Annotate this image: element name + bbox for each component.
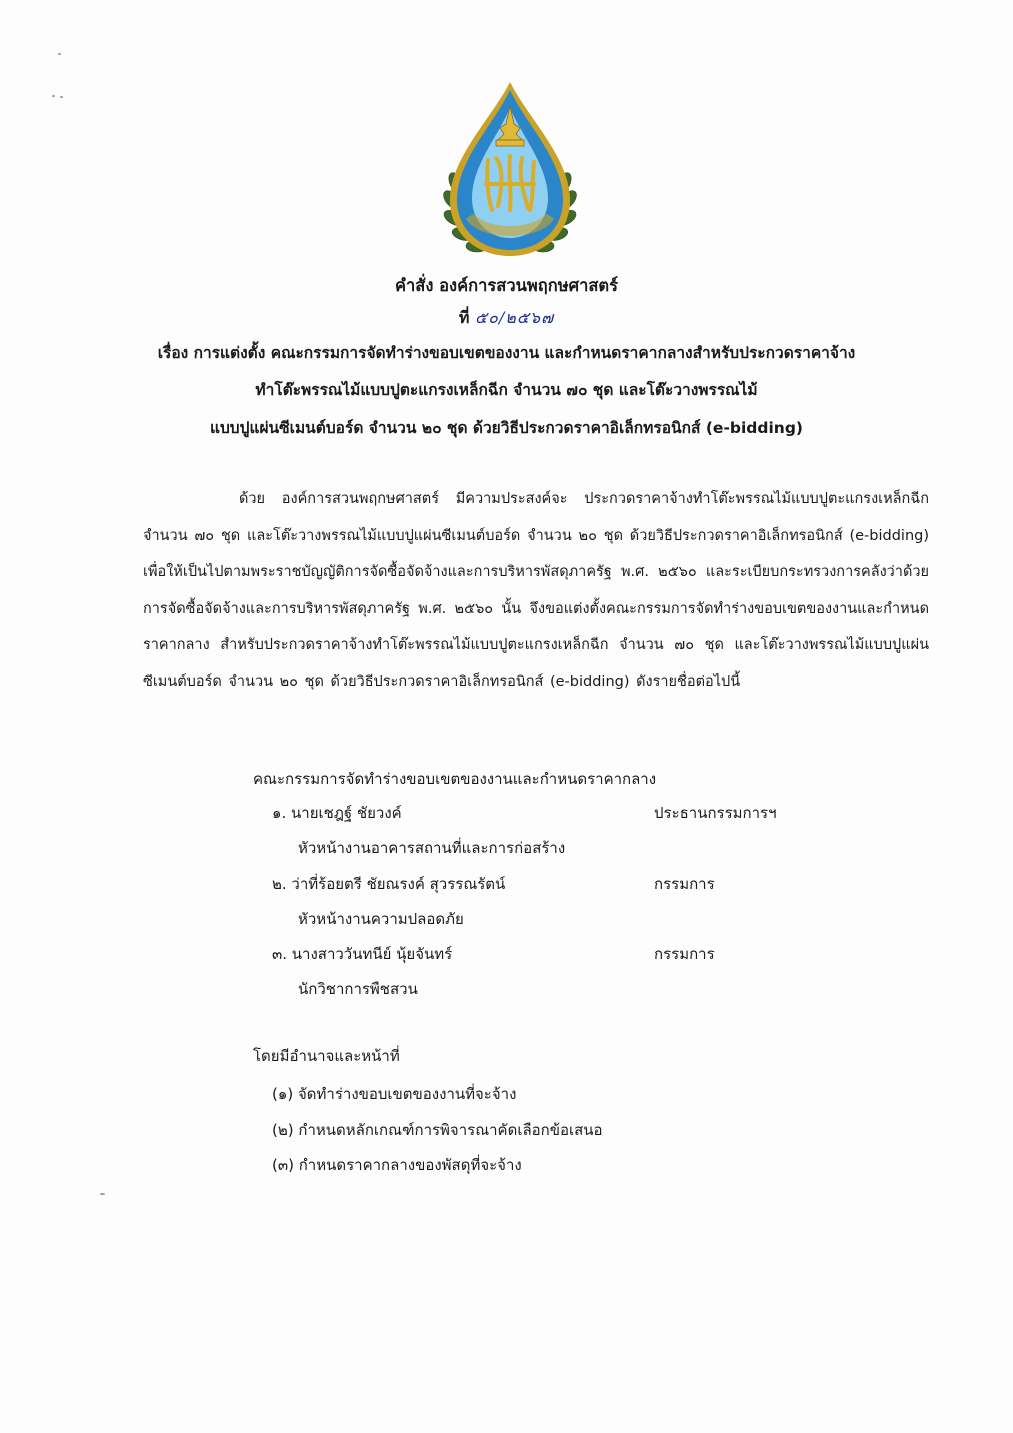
- member-role: กรรมการ: [654, 945, 715, 963]
- member-role: กรรมการ: [654, 875, 715, 893]
- organization-emblem: [430, 78, 590, 268]
- duties-title: โดยมีอำนาจและหน้าที่: [253, 1047, 400, 1065]
- scan-speck: [100, 1193, 105, 1195]
- scan-speck: [52, 95, 55, 97]
- scan-speck: [60, 96, 63, 98]
- scan-speck: [58, 53, 61, 55]
- order-number-prefix: ที่: [458, 308, 470, 327]
- member-position: นักวิชาการพืชสวน: [298, 980, 418, 998]
- committee-title: คณะกรรมการจัดทำร่างขอบเขตของงานและกำหนดราคากลาง: [253, 770, 657, 788]
- subject-line-2: ทำโต๊ะพรรณไม้แบบปูตะแกรงเหล็กฉีก จำนวน ๗๐ ชุด และโต๊ะวางพรรณไม้: [255, 381, 758, 399]
- member-role: ประธานกรรมการฯ: [654, 804, 777, 822]
- duty-item: (๑) จัดทำร่างขอบเขตของงานที่จะจ้าง: [272, 1085, 517, 1103]
- member-name: ๒. ว่าที่ร้อยตรี ชัยณรงค์ สุวรรณรัตน์: [272, 875, 506, 893]
- member-position: หัวหน้างานความปลอดภัย: [298, 910, 464, 928]
- order-number-handwritten: ๕๐/๒๕๖๗: [475, 308, 555, 327]
- emblem-icon: [430, 78, 590, 268]
- duty-item: (๓) กำหนดราคากลางของพัสดุที่จะจ้าง: [272, 1156, 522, 1174]
- member-position: หัวหน้างานอาคารสถานที่และการก่อสร้าง: [298, 839, 566, 857]
- member-name: ๑. นายเชฎฐ์ ชัยวงค์: [272, 804, 402, 822]
- body-paragraph: ด้วย องค์การสวนพฤกษศาสตร์ มีความประสงค์จะ ประกวดราคาจ้างทำโต๊ะพรรณไม้แบบปูตะแกรงเหล็กฉีก จำนวน ๗๐ ชุด และโต๊ะวางพรรณไม้แบบปูแผ่นซีเมนต์บอร์ด จำนวน ๒๐ ชุด ด้วยวิธีประกวดราคาอิเล็กทรอนิกส์ (e-bidding) เพื่อให้เป็นไปตามพระราชบัญญัติการจัดซื้อจัดจ้างและการบริหารพัสดุภาครัฐ พ.ศ. ๒๕๖๐ และระเบียบกระทรวงการคลังว่าด้วยการจัดซื้อจัดจ้างและการบริหารพัสดุภาครัฐ พ.ศ. ๒๕๖๐ นั้น จึงขอแต่งตั้งคณะกรรมการจัดทำร่างขอบเขตของงานและกำหนดราคากลาง สำหรับประกวดราคาจ้างทำโต๊ะพรรณไม้แบบปูตะแกรงเหล็กฉีก จำนวน ๗๐ ชุด และโต๊ะวางพรรณไม้แบบปูแผ่นซีเมนต์บอร์ด จำนวน ๒๐ ชุด ด้วยวิธีประกวดราคาอิเล็กทรอนิกส์ (e-bidding) ดังรายชื่อต่อไปนี้: [143, 491, 929, 690]
- order-number-line: [0, 306, 1013, 330]
- subject-line-3: แบบปูแผ่นซีเมนต์บอร์ด จำนวน ๒๐ ชุด ด้วยวิธีประกวดราคาอิเล็กทรอนิกส์ (e-bidding): [209, 419, 804, 437]
- order-title: คำสั่ง องค์การสวนพฤกษศาสตร์: [394, 276, 619, 295]
- member-name: ๓. นางสาววันทนีย์ นุ้ยจันทร์: [272, 945, 453, 963]
- duty-item: (๒) กำหนดหลักเกณฑ์การพิจารณาคัดเลือกข้อเสนอ: [272, 1121, 603, 1139]
- subject-line-1: เรื่อง การแต่งตั้ง คณะกรรมการจัดทำร่างขอบเขตของงาน และกำหนดราคากลางสำหรับประกวดราคาจ้าง: [157, 344, 856, 362]
